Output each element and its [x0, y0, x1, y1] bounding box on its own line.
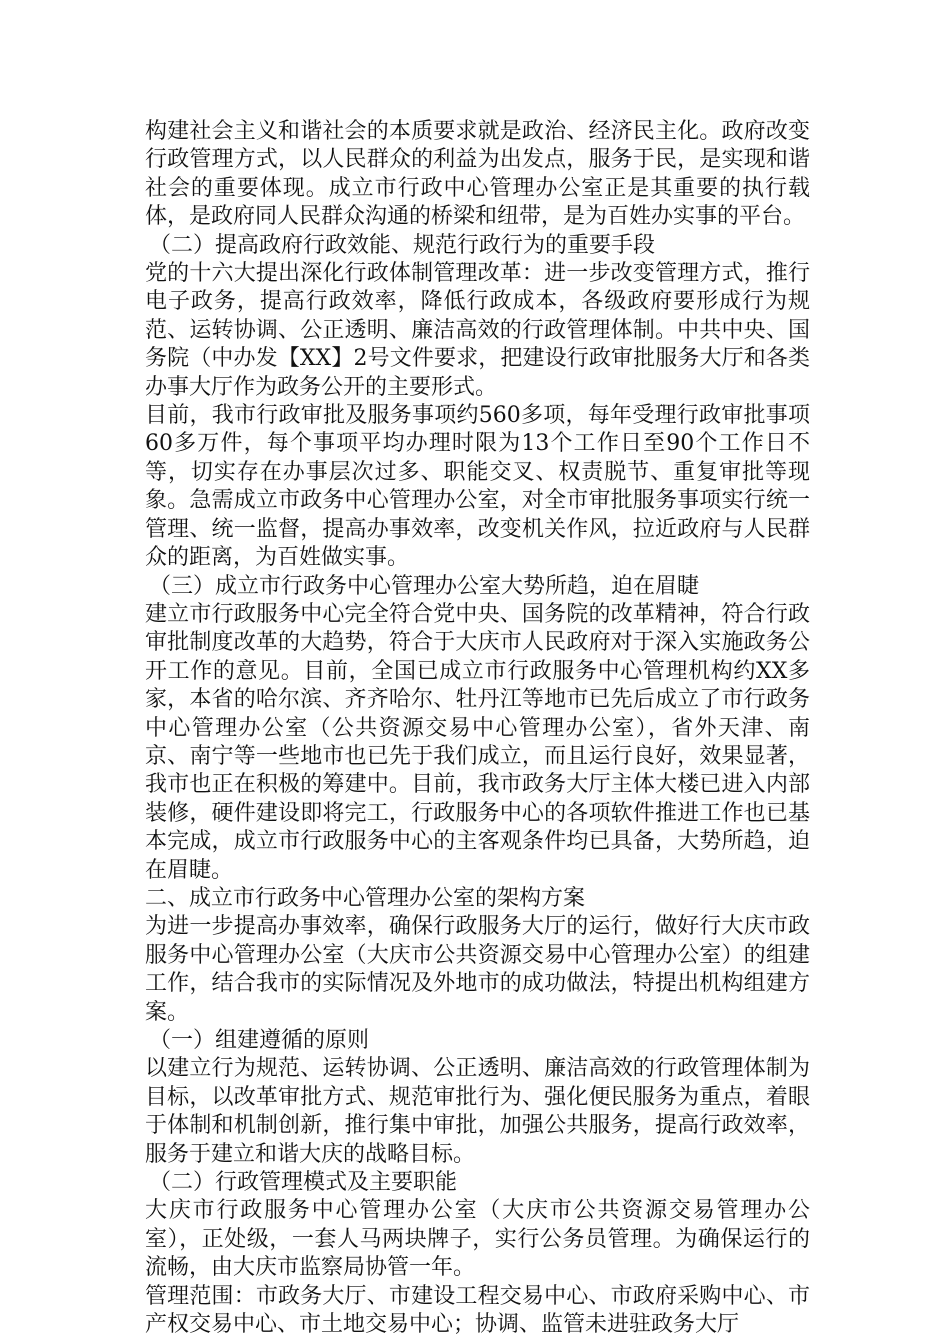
section-heading: （二）提高政府行政效能、规范行政行为的重要手段: [149, 232, 656, 258]
section-heading: （二）行政管理模式及主要职能: [149, 1170, 458, 1196]
paragraph: 以建立行为规范、运转协调、公正透明、廉洁高效的行政管理体制为目标，以改革审批方式、规范审批行为、强化便民服务为重点，着眼于体制和机制创新，推行集中审批，加强公共服务，提高行政效率，服务于建立和谐大庆的战略目标。: [145, 1056, 810, 1167]
paragraph: 党的十六大提出深化行政体制管理改革：进一步改变管理方式，推行电子政务，提高行政效率，降低行政成本，各级政府要形成行为规范、运转协调、公正透明、廉洁高效的行政管理体制。中共中央、国务院（中办发【XX】2号文件要求，把建设行政审批服务大厅和各类办事大厅作为政务公开的主要形式。: [145, 261, 810, 400]
document-body: [145, 118, 810, 1339]
section-heading: （三）成立市行政务中心管理办公室大势所趋，迫在眉睫: [149, 573, 700, 599]
paragraph: 建立市行政服务中心完全符合党中央、国务院的改革精神，符合行政审批制度改革的大趋势，符合于大庆市人民政府对于深入实施政务公开工作的意见。目前，全国已成立市行政服务中心管理机构约XX多家，本省的哈尔滨、齐齐哈尔、牡丹江等地市已先后成立了市行政务中心管理办公室（公共资源交易中心管理办公室），省外天津、南京、南宁等一些地市也已先于我们成立，而且运行良好，效果显著，我市也正在积极的筹建中。目前，我市政务大厅主体大楼已进入内部装修，硬件建设即将完工，行政服务中心的各项软件推进工作也已基本完成，成立市行政服务中心的主客观条件均已具备，大势所趋，迫在眉睫。: [145, 601, 810, 883]
paragraph: 构建社会主义和谐社会的本质要求就是政治、经济民主化。政府改变行政管理方式，以人民群众的利益为出发点，服务于民，是实现和谐社会的重要体现。成立市行政中心管理办公室正是其重要的执行载体，是政府同人民群众沟通的桥梁和纽带，是为百姓办实事的平台。: [145, 119, 810, 230]
paragraph: 管理范围：市政务大厅、市建设工程交易中心、市政府采购中心、市产权交易中心、市土地交易中心；协调、监管未进驻政务大厅: [145, 1283, 810, 1338]
section-heading: （一）组建遵循的原则: [149, 1028, 370, 1053]
paragraph: 为进一步提高办事效率，确保行政服务大厅的运行，做好行大庆市政服务中心管理办公室（大庆市公共资源交易中心管理办公室）的组建工作，结合我市的实际情况及外地市的成功做法，特提出机构组建方案。: [145, 914, 810, 1025]
paragraph: 目前，我市行政审批及服务事项约560多项，每年受理行政审批事项60多万件，每个事项平均办理时限为13个工作日至90个工作日不等，切实存在办事层次过多、职能交叉、权责脱节、重复审批等现象。急需成立市政务中心管理办公室，对全市审批服务事项实行统一管理、统一监督，提高办事效率，改变机关作风，拉近政府与人民群众的距离，为百姓做实事。: [145, 403, 810, 571]
paragraph: 大庆市行政服务中心管理办公室（大庆市公共资源交易管理办公室），正处级，一套人马两块牌子，实行公务员管理。为确保运行的流畅，由大庆市监察局协管一年。: [145, 1198, 810, 1281]
chapter-heading: 二、成立市行政务中心管理办公室的架构方案: [145, 885, 586, 911]
